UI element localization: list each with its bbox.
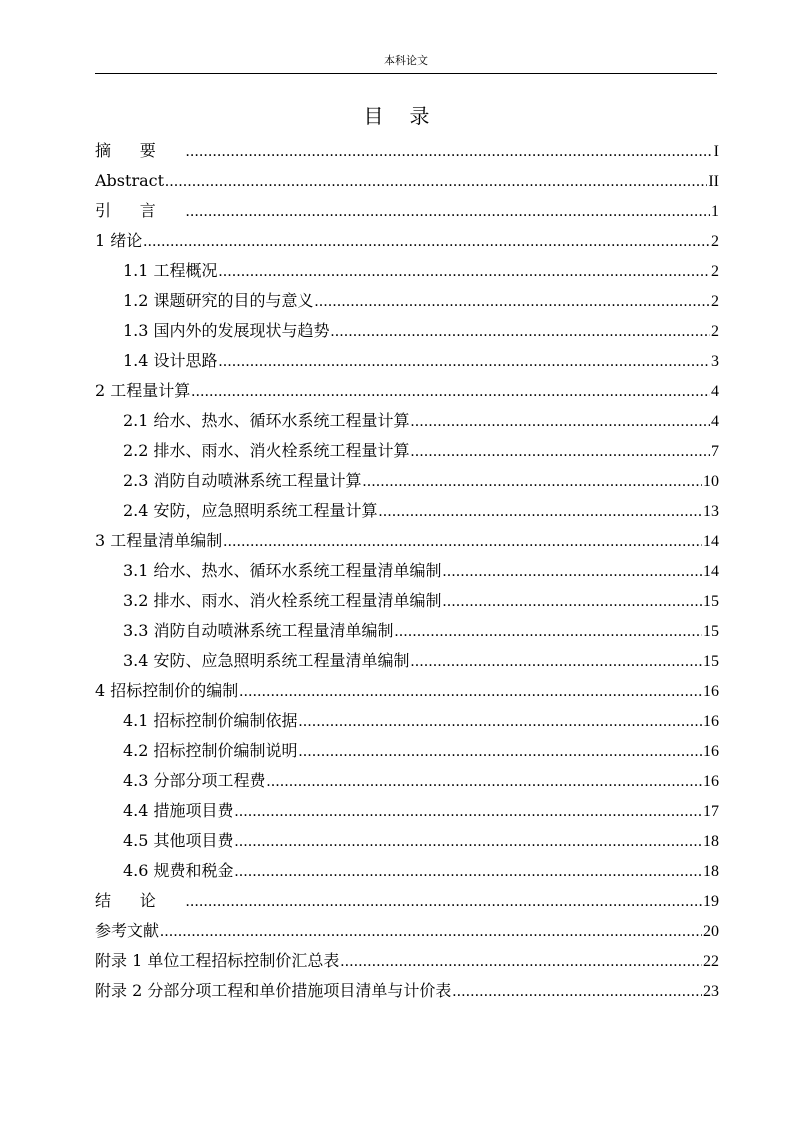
toc-entry-page: 4 [711,383,719,400]
toc-entry-label: 结论 [95,891,185,910]
toc-entry-page: 1 [711,203,719,220]
toc-leader-dots [160,917,702,947]
toc-entry[interactable] [95,286,719,316]
toc-entry[interactable] [95,616,719,646]
toc-leader-dots [186,137,713,167]
toc-entry-page: 14 [703,563,719,580]
toc-entry-label: 1.1 工程概况 [123,261,218,280]
toc-leader-dots [186,197,710,227]
toc-leader-dots [340,947,702,977]
toc-entry-label: 4.6 规费和税金 [123,861,234,880]
toc-entry-label: 4.4 措施项目费 [123,801,234,820]
toc-entry-page: 15 [703,653,719,670]
toc-leader-dots [331,317,710,347]
toc-entry-label: 附录 2 分部分项工程和单价措施项目清单与计价表 [95,981,452,1000]
toc-entry-label: 1.2 课题研究的目的与意义 [123,291,314,310]
toc-entry-page: 4 [711,413,719,430]
toc-entry[interactable] [95,646,719,676]
toc-entry-page: 18 [703,833,719,850]
toc-entry-label: 2 工程量计算 [95,381,191,400]
toc-entry-label: 2.3 消防自动喷淋系统工程量计算 [123,471,362,490]
toc-entry-label: 2.2 排水、雨水、消火栓系统工程量计算 [123,441,410,460]
toc-entry-page: 14 [703,533,719,550]
toc-leader-dots [411,437,710,467]
header-rule [95,73,717,74]
toc-entry[interactable] [95,526,719,556]
toc-entry[interactable] [95,856,719,886]
toc-leader-dots [223,527,702,557]
toc-title: 目录 [363,104,456,128]
toc-entry-page: 16 [703,743,719,760]
toc-entry-label: 摘要 [95,141,185,160]
toc-entry[interactable] [95,226,719,256]
toc-entry[interactable] [95,136,719,166]
toc-entry-page: 16 [703,683,719,700]
toc-entry[interactable] [95,376,719,406]
toc-entry-page: 16 [703,713,719,730]
toc-entry-label: 4.5 其他项目费 [123,831,234,850]
toc-entry[interactable] [95,916,719,946]
toc-leader-dots [452,977,702,1007]
toc-entry-page: 16 [703,773,719,790]
toc-entry-page: 17 [703,803,719,820]
toc-entry-label: 3 工程量清单编制 [95,531,223,550]
toc-entry-label: 2.1 给水、热水、循环水系统工程量计算 [123,411,410,430]
toc-leader-dots [219,257,710,287]
toc-leader-dots [379,497,702,527]
toc-leader-dots [299,737,702,767]
toc-entry-label: 2.4 安防，应急照明系统工程量计算 [123,501,378,520]
toc-entry[interactable] [95,466,719,496]
toc-leader-dots [219,347,710,377]
toc-entry[interactable] [95,886,719,916]
table-of-contents [95,136,719,1006]
toc-entry-page: 18 [703,863,719,880]
toc-entry-page: II [708,173,719,190]
toc-leader-dots [191,377,710,407]
toc-entry-label: 附录 1 单位工程招标控制价汇总表 [95,951,340,970]
page-header: 本科论文 [384,54,428,67]
toc-entry-page: 19 [703,893,719,910]
toc-entry-page: 7 [711,443,719,460]
toc-entry[interactable] [95,346,719,376]
toc-entry-page: 2 [711,233,719,250]
toc-entry-label: 3.2 排水、雨水、消火栓系统工程量清单编制 [123,591,442,610]
toc-entry-page: 2 [711,293,719,310]
toc-entry-label: 4.1 招标控制价编制依据 [123,711,298,730]
toc-entry-page: 2 [711,323,719,340]
toc-leader-dots [235,827,702,857]
toc-entry-label: 4 招标控制价的编制 [95,681,239,700]
toc-entry-label: 1.4 设计思路 [123,351,218,370]
toc-leader-dots [411,407,710,437]
toc-entry[interactable] [95,436,719,466]
toc-entry-label: 1.3 国内外的发展现状与趋势 [123,321,330,340]
toc-entry-page: 2 [711,263,719,280]
toc-leader-dots [267,767,702,797]
toc-entry-label: 4.3 分部分项工程费 [123,771,266,790]
toc-leader-dots [411,647,702,677]
toc-entry-label: 引言 [95,201,185,220]
toc-entry[interactable] [95,406,719,436]
toc-entry-label: 参考文献 [95,921,160,940]
toc-leader-dots [363,467,702,497]
toc-leader-dots [235,857,702,887]
toc-entry[interactable] [95,496,719,526]
toc-leader-dots [395,617,702,647]
toc-entry[interactable] [95,946,719,976]
toc-entry[interactable] [95,556,719,586]
toc-entry[interactable] [95,196,719,226]
toc-leader-dots [443,587,702,617]
toc-entry[interactable] [95,166,719,196]
toc-entry-page: 23 [703,983,719,1000]
toc-entry[interactable] [95,976,719,1006]
toc-leader-dots [315,287,710,317]
toc-entry-page: I [713,143,719,160]
toc-entry[interactable] [95,316,719,346]
toc-entry-page: 15 [703,623,719,640]
toc-entry-page: 22 [703,953,719,970]
toc-entry-label: 4.2 招标控制价编制说明 [123,741,298,760]
toc-entry-page: 3 [711,353,719,370]
toc-leader-dots [165,167,707,197]
toc-leader-dots [235,797,702,827]
toc-entry-label: 1 绪论 [95,231,143,250]
toc-entry-page: 20 [703,923,719,940]
toc-entry[interactable] [95,706,719,736]
toc-entry-label: 3.4 安防、应急照明系统工程量清单编制 [123,651,410,670]
toc-leader-dots [186,887,702,917]
toc-leader-dots [443,557,702,587]
toc-entry-label: Abstract [95,171,165,190]
toc-leader-dots [299,707,702,737]
toc-entry-page: 10 [703,473,719,490]
toc-entry[interactable] [95,796,719,826]
toc-leader-dots [143,227,710,257]
toc-entry-page: 15 [703,593,719,610]
toc-leader-dots [239,677,702,707]
toc-entry[interactable] [95,826,719,856]
toc-entry[interactable] [95,676,719,706]
toc-entry[interactable] [95,586,719,616]
toc-entry-page: 13 [703,503,719,520]
toc-entry[interactable] [95,256,719,286]
toc-entry[interactable] [95,736,719,766]
toc-entry-label: 3.3 消防自动喷淋系统工程量清单编制 [123,621,394,640]
toc-entry-label: 3.1 给水、热水、循环水系统工程量清单编制 [123,561,442,580]
toc-entry[interactable] [95,766,719,796]
